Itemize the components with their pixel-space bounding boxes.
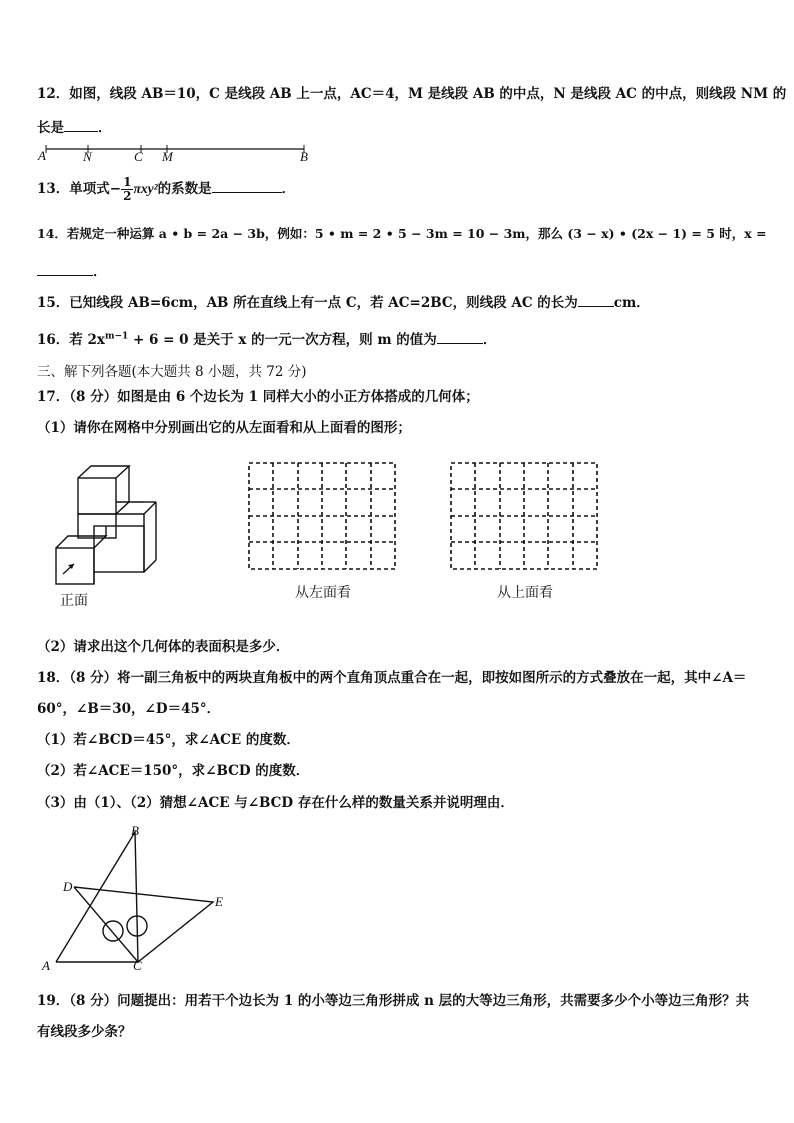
q13-frac-den: 2 [123, 189, 132, 203]
q12-line1: 12．如图，线段 AB＝10，C 是线段 AB 上一点，AC＝4，M 是线段 AB 的中点，N 是线段 AC 的中点，则线段 NM 的 [37, 86, 787, 102]
q15-prefix: 15．已知线段 AB=6cm，AB 所在直线上有一点 C，若 AC=2BC，则线段 AC 的长为 [37, 295, 578, 311]
q12-label-a: A [38, 148, 46, 163]
q13-fraction [121, 176, 133, 203]
q18-triangle-figure [40, 822, 240, 972]
q17-front-label: 正面 [60, 593, 88, 609]
q14-line2 [37, 260, 107, 280]
q18-label-c: C [133, 958, 142, 973]
q16-exponent: m−1 [104, 331, 129, 342]
q12-line2-suffix: ． [98, 120, 112, 136]
q15-line [37, 291, 650, 311]
q12-label-c: C [134, 149, 143, 164]
q13-prefix: 13．单项式− [37, 181, 122, 197]
q12-line2 [37, 116, 112, 136]
q18-part1: （1）若∠BCD＝45°，求∠ACE 的度数． [37, 732, 300, 748]
q18-label-b: B [131, 823, 139, 838]
q16-line [37, 328, 496, 348]
q13-line [37, 176, 295, 203]
q12-segment-figure [36, 142, 326, 166]
q15-answer-blank [578, 305, 614, 307]
q16-prefix: 16．若 2x [37, 332, 105, 348]
q17-top-view-label: 从上面看 [497, 585, 553, 601]
q13-answer-blank [212, 191, 282, 193]
q17-left-view-grid [248, 462, 396, 570]
q13-suffix: 的系数是 [157, 181, 212, 197]
q12-answer-blank [64, 130, 98, 132]
q18-label-d: D [63, 879, 73, 894]
q12-line2-prefix: 长是 [37, 120, 64, 136]
q18-label-e: E [215, 894, 223, 909]
q19-line1: 19．（8 分）问题提出：用若干个边长为 1 的小等边三角形拼成 n 层的大等边三角形，共需要多少个小等边三角形？共 [37, 993, 750, 1009]
section3-heading: 三、解下列各题(本大题共 8 小题，共 72 分) [37, 364, 307, 380]
q13-expr: πxy² [133, 181, 158, 196]
q18-part3: （3）由（1）、（2）猜想∠ACE 与∠BCD 存在什么样的数量关系并说明理由． [37, 795, 514, 811]
q13-frac-num: 1 [123, 175, 132, 189]
q18-line2: 60°，∠B＝30，∠D＝45°． [37, 701, 221, 717]
q19-line2: 有线段多少条？ [37, 1024, 132, 1040]
q14-line1: 14．若规定一种运算 a • b = 2a − 3b，例如：5 • m = 2 • 5 − 3m = 10 − 3m，那么 (3 − x) • (2x − 1) = 5 时，x = [37, 226, 767, 241]
q12-label-n: N [83, 149, 92, 164]
q17-cube-figure [48, 462, 163, 590]
q13-end: ． [281, 181, 296, 197]
q16-answer-blank [437, 342, 483, 344]
q17-stem: 17．（8 分）如图是由 6 个边长为 1 同样大小的小正方体搭成的几何体； [37, 389, 479, 405]
q17-part1: （1）请你在网格中分别画出它的从左面看和从上面看的图形； [37, 420, 411, 436]
q18-label-a: A [42, 958, 50, 973]
q14-answer-blank [37, 274, 93, 276]
q12-label-m: M [162, 149, 173, 164]
q18-part2: （2）若∠ACE＝150°，求∠BCD 的度数． [37, 763, 310, 779]
q17-left-view-label: 从左面看 [295, 585, 351, 601]
q14-line2-end: ． [93, 264, 107, 280]
q15-suffix: cm． [613, 295, 650, 311]
q18-line1: 18．（8 分）将一副三角板中的两块直角板中的两个直角顶点重合在一起，即按如图所示的方式叠放在一起，其中∠A＝ [37, 670, 747, 686]
q16-suffix: ． [482, 332, 497, 348]
q17-part2: （2）请求出这个几何体的表面积是多少． [37, 639, 290, 655]
q16-middle: + 6 = 0 是关于 x 的一元一次方程，则 m 的值为 [128, 332, 437, 348]
q17-top-view-grid [450, 462, 598, 570]
q12-label-b: B [300, 149, 308, 164]
